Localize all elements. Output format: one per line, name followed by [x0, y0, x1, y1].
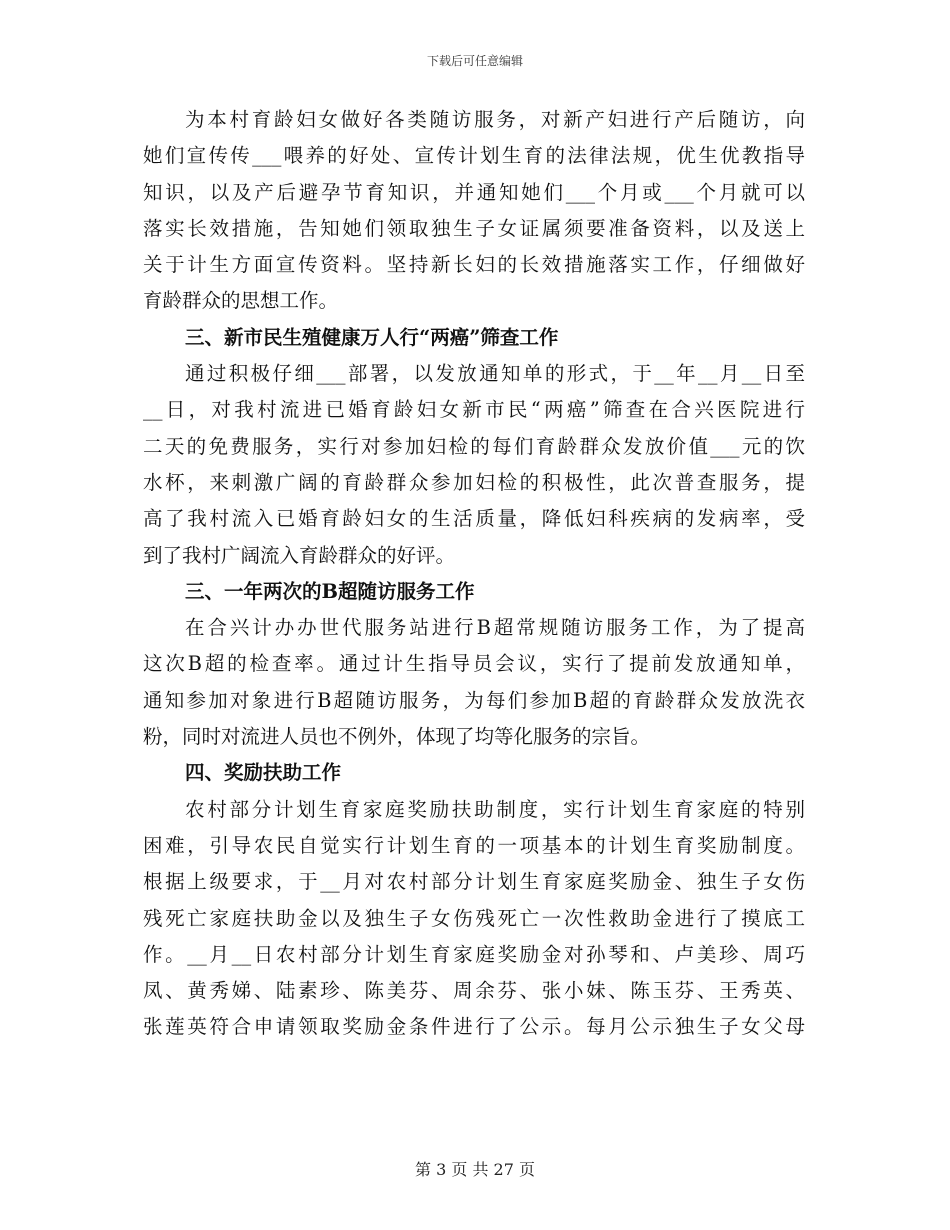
paragraph-line: 张莲英符合申请领取奖励金条件进行了公示。每月公示独生子女父母: [143, 1015, 805, 1039]
paragraph-line: 根据上级要求，于__月对农村部分计划生育家庭奖励金、独生子女伤: [143, 870, 805, 894]
paragraph-line: 在合兴计办办世代服务站进行B超常规随访服务工作，为了提高: [185, 616, 805, 640]
paragraph-line: 到了我村广阔流入育龄群众的好评。: [143, 543, 456, 567]
paragraph-line: 农村部分计划生育家庭奖励扶助制度，实行计划生育家庭的特别: [185, 797, 805, 821]
page-header-note: 下载后可任意编辑: [426, 54, 523, 68]
paragraph-line: __日，对我村流进已婚育龄妇女新市民“两癌”筛查在合兴医院进行: [143, 398, 805, 422]
paragraph-line: 高了我村流入已婚育龄妇女的生活质量，降低妇科疾病的发病率，受: [143, 507, 805, 531]
page-number: 第 3 页 共 27 页: [415, 1160, 535, 1179]
paragraph-line: 育龄群众的思想工作。: [143, 289, 339, 313]
paragraph-line: 为本村育龄妇女做好各类随访服务，对新产妇进行产后随访，向: [185, 108, 805, 131]
section-heading: 三、一年两次的B超随访服务工作: [185, 579, 475, 603]
paragraph-line: 凤、黄秀娣、陆素珍、陈美芬、周余芬、张小妹、陈玉芬、王秀英、: [143, 979, 805, 1003]
paragraph-line: 水杯，来刺激广阔的育龄群众参加妇检的积极性，此次普查服务，提: [143, 470, 805, 494]
paragraph-line: 落实长效措施，告知她们领取独生子女证属须要准备资料，以及送上: [143, 216, 805, 240]
paragraph-line: 粉，同时对流进人员也不例外，体现了均等化服务的宗旨。: [143, 725, 651, 749]
paragraph-line: 通过积极仔细___部署，以发放通知单的形式，于__年__月__日至: [185, 362, 805, 386]
paragraph-line: 知识，以及产后避孕节育知识，并通知她们___个月或___个月就可以: [143, 180, 805, 204]
paragraph-line: 关于计生方面宣传资料。坚持新长妇的长效措施落实工作，仔细做好: [143, 253, 805, 277]
paragraph-line: 通知参加对象进行B超随访服务，为每们参加B超的育龄群众发放洗衣: [143, 688, 805, 712]
paragraph-line: 她们宣传传___喂养的好处、宣传计划生育的法律法规，优生优教指导: [143, 144, 805, 168]
paragraph-line: 残死亡家庭扶助金以及独生子女伤残死亡一次性救助金进行了摸底工: [143, 906, 805, 930]
document-body: [143, 102, 805, 1046]
paragraph-line: 二天的免费服务，实行对参加妇检的每们育龄群众发放价值___元的饮: [143, 434, 805, 458]
section-heading: 四、奖励扶助工作: [185, 761, 342, 785]
paragraph-line: 困难，引导农民自觉实行计划生育的一项基本的计划生育奖励制度。: [143, 833, 805, 857]
paragraph-line: 这次B超的检查率。通过计生指导员会议，实行了提前发放通知单，: [143, 652, 805, 676]
paragraph-line: 作。__月__日农村部分计划生育家庭奖励金对孙琴和、卢美珍、周巧: [143, 942, 805, 966]
section-heading: 三、新市民生殖健康万人行“两癌”筛查工作: [185, 325, 559, 349]
